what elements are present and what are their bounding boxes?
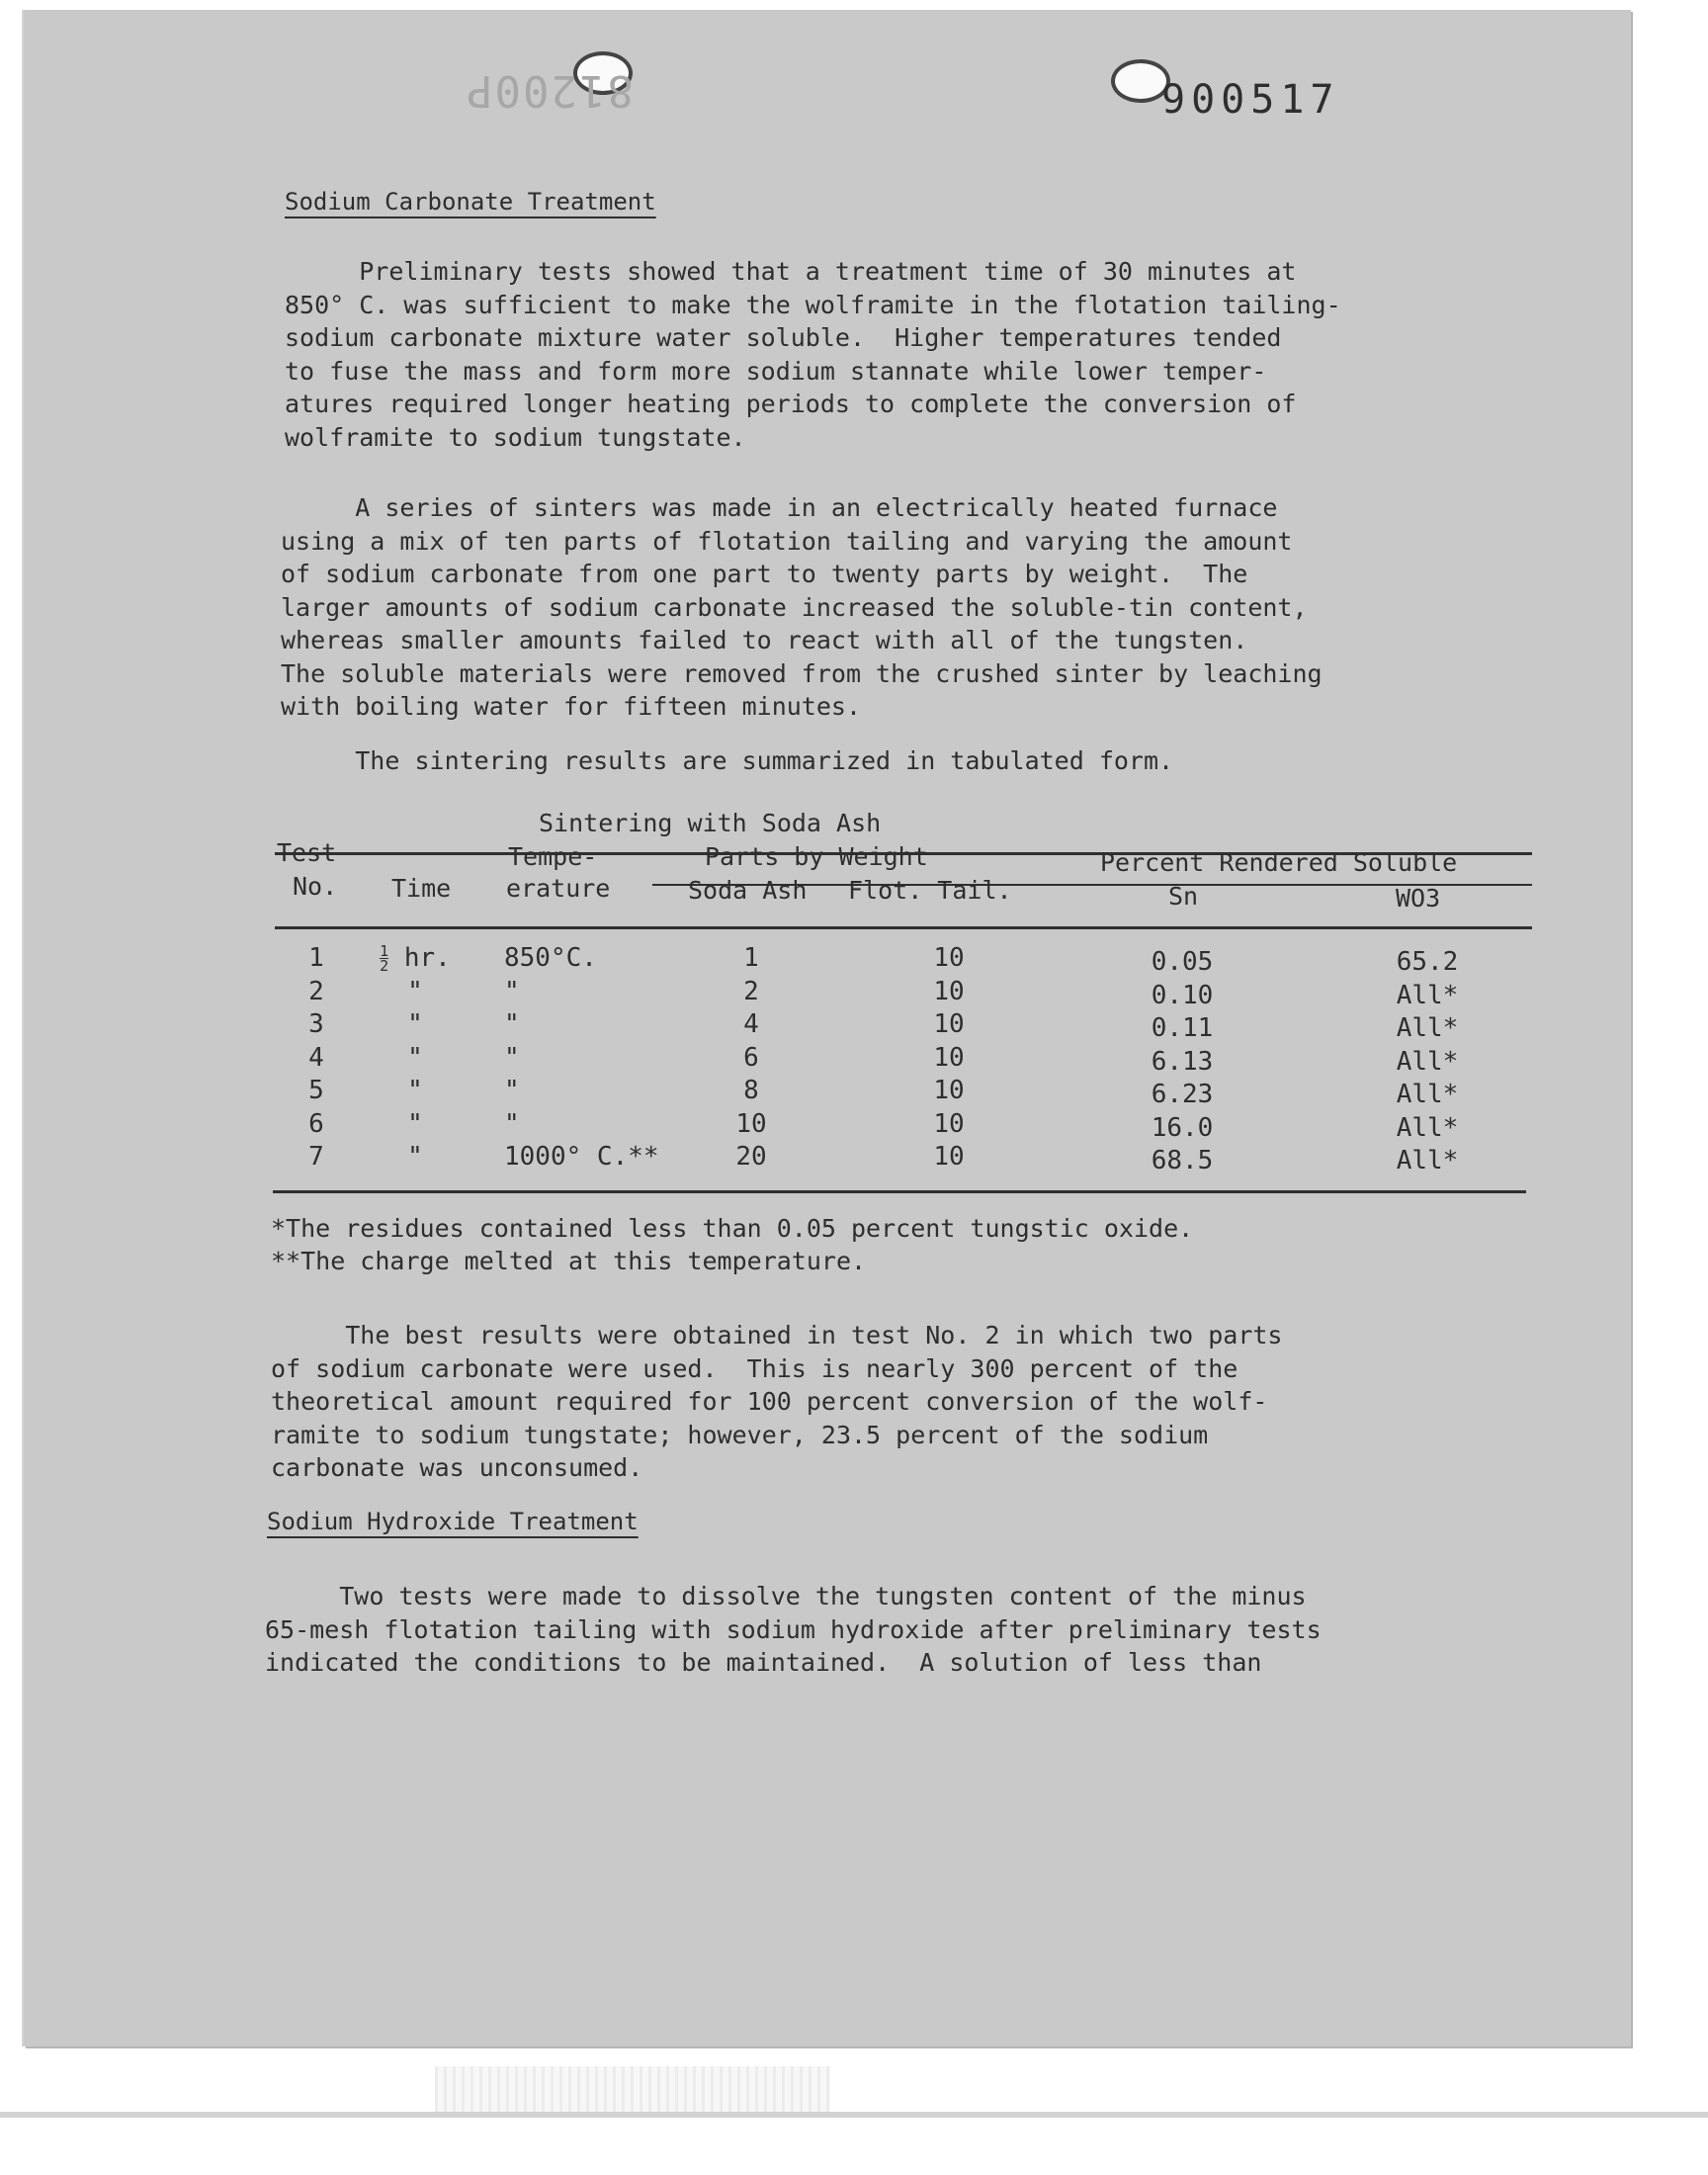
footnote-double-asterisk: **The charge melted at this temperature. — [271, 1247, 867, 1275]
paragraph-sodium-hydroxide: Two tests were made to dissolve the tungsten content of the minus 65-mesh flotation tailing with sodium hydroxide after preliminary tests indicated the conditions to be maintained. A solution of less than — [265, 1582, 1322, 1677]
fraction-numerator: 1 — [380, 942, 389, 960]
cell-wo3: All* — [1396, 980, 1459, 1010]
cell-wo3: All* — [1396, 1146, 1459, 1175]
cell-wo3: 65.2 — [1396, 947, 1459, 977]
cell-temperature: " — [504, 1009, 520, 1039]
cell-time: " — [407, 1009, 423, 1039]
cell-sn: 6.23 — [1151, 1080, 1214, 1109]
scan-artifact — [435, 2066, 830, 2112]
cell-soda-ash: 1 — [743, 943, 759, 973]
cell-test-no: 4 — [308, 1042, 324, 1073]
cell-test-no: 3 — [308, 1009, 324, 1039]
cell-time: " — [407, 1076, 423, 1105]
cell-temperature: 850°C. — [504, 943, 597, 973]
table-header-rule — [275, 926, 1532, 929]
cell-soda-ash: 8 — [743, 1076, 759, 1105]
cell-soda-ash: 6 — [743, 1042, 759, 1073]
table-title: Sintering with Soda Ash — [539, 809, 882, 837]
header-time: Time — [391, 874, 452, 903]
cell-test-no: 1 — [308, 943, 324, 973]
cell-temperature: " — [504, 1076, 520, 1105]
cell-temperature: 1000° C.** — [504, 1142, 659, 1172]
cell-sn: 0.10 — [1151, 980, 1214, 1010]
cell-wo3: All* — [1396, 1112, 1459, 1143]
cell-sn: 68.5 — [1151, 1146, 1214, 1175]
page-number: 900517 — [1161, 77, 1340, 123]
cell-soda-ash: 2 — [743, 976, 759, 1006]
header-no: No. — [293, 872, 338, 901]
cell-sn: 16.0 — [1151, 1112, 1214, 1143]
header-soda-ash: Soda Ash — [688, 876, 808, 905]
cell-time: " — [407, 1042, 423, 1073]
heading-sodium-hydroxide: Sodium Hydroxide Treatment — [267, 1508, 639, 1535]
heading-sodium-carbonate: Sodium Carbonate Treatment — [285, 188, 656, 216]
cell-time: " — [407, 976, 423, 1006]
cell-time: " — [407, 1142, 423, 1172]
cell-test-no: 7 — [308, 1142, 324, 1172]
cell-temperature: " — [504, 1108, 520, 1139]
cell-temperature: " — [504, 1042, 520, 1073]
header-test: Test — [277, 838, 337, 867]
cell-flot-tail: 10 — [933, 976, 965, 1006]
cell-flot-tail: 10 — [933, 943, 965, 973]
header-wo3: WO3 — [1396, 884, 1441, 913]
cell-wo3: All* — [1396, 1046, 1459, 1077]
cell-soda-ash: 10 — [735, 1108, 767, 1139]
cell-temperature: " — [504, 976, 520, 1006]
paragraph-sinter-series: A series of sinters was made in an electrically heated furnace using a mix of ten parts of flotation tailing and varying the amount of sodium carbonate from one part to twenty parts by weight. The larger amounts of sodium carbonate increased the soluble-tin content, whereas smaller amounts failed to react with all of the tungsten. The soluble materials were removed from the crushed sinter by leaching with boiling water for fifteen minutes. — [281, 493, 1323, 721]
cell-flot-tail: 10 — [933, 1042, 965, 1073]
paragraph-best-results: The best results were obtained in test No. 2 in which two parts of sodium carbonate were used. This is nearly 300 percent of the theoretical amount required for 100 percent conversion of the wolf- ramite to sodium tungstate; however, 23.5 percent of the sodium carbonate was unconsumed. — [271, 1321, 1283, 1482]
cell-soda-ash: 4 — [743, 1009, 759, 1039]
header-temperature-line2: erature — [506, 874, 611, 903]
scan-edge — [0, 2112, 1708, 2118]
fraction-denominator: 2 — [380, 957, 389, 975]
table-bottom-rule — [273, 1190, 1526, 1193]
cell-sn: 6.13 — [1151, 1046, 1214, 1077]
bleed-through-number: 81200P — [465, 65, 634, 116]
paragraph-preliminary-tests: Preliminary tests showed that a treatment time of 30 minutes at 850° C. was sufficient to make the wolframite in the flotation tailing- sodium carbonate mixture water soluble. Higher temperatures tended to fuse the mass and form more sodium stannate while lower temper- atures required longer heating periods to complete the conversion of wolframite to sodium tungstate. — [285, 257, 1341, 452]
cell-test-no: 5 — [308, 1076, 324, 1105]
footnote-single-asterisk: *The residues contained less than 0.05 percent tungstic oxide. — [271, 1214, 1194, 1243]
cell-sn: 0.11 — [1151, 1013, 1214, 1043]
header-flot-tail: Flot. Tail. — [848, 876, 1012, 905]
cell-wo3: All* — [1396, 1013, 1459, 1043]
cell-flot-tail: 10 — [933, 1142, 965, 1172]
cell-flot-tail: 10 — [933, 1108, 965, 1139]
cell-test-no: 2 — [308, 976, 324, 1006]
cell-wo3: All* — [1396, 1080, 1459, 1109]
header-percent-rendered-soluble: Percent Rendered Soluble — [1100, 848, 1458, 877]
header-temperature-line1: Tempe- — [508, 842, 598, 871]
header-sn: Sn — [1168, 882, 1199, 911]
cell-flot-tail: 10 — [933, 1076, 965, 1105]
half-fraction — [380, 944, 388, 973]
cell-time: " — [407, 1108, 423, 1139]
cell-time: $\frac{1}{2}$ hr. — [380, 942, 451, 975]
cell-soda-ash: 20 — [735, 1142, 767, 1172]
header-parts-by-weight: Parts by Weight — [705, 842, 928, 871]
paragraph-table-intro: The sintering results are summarized in tabulated form. — [281, 746, 1174, 775]
cell-test-no: 6 — [308, 1108, 324, 1139]
cell-sn: 0.05 — [1151, 947, 1214, 977]
cell-flot-tail: 10 — [933, 1009, 965, 1039]
